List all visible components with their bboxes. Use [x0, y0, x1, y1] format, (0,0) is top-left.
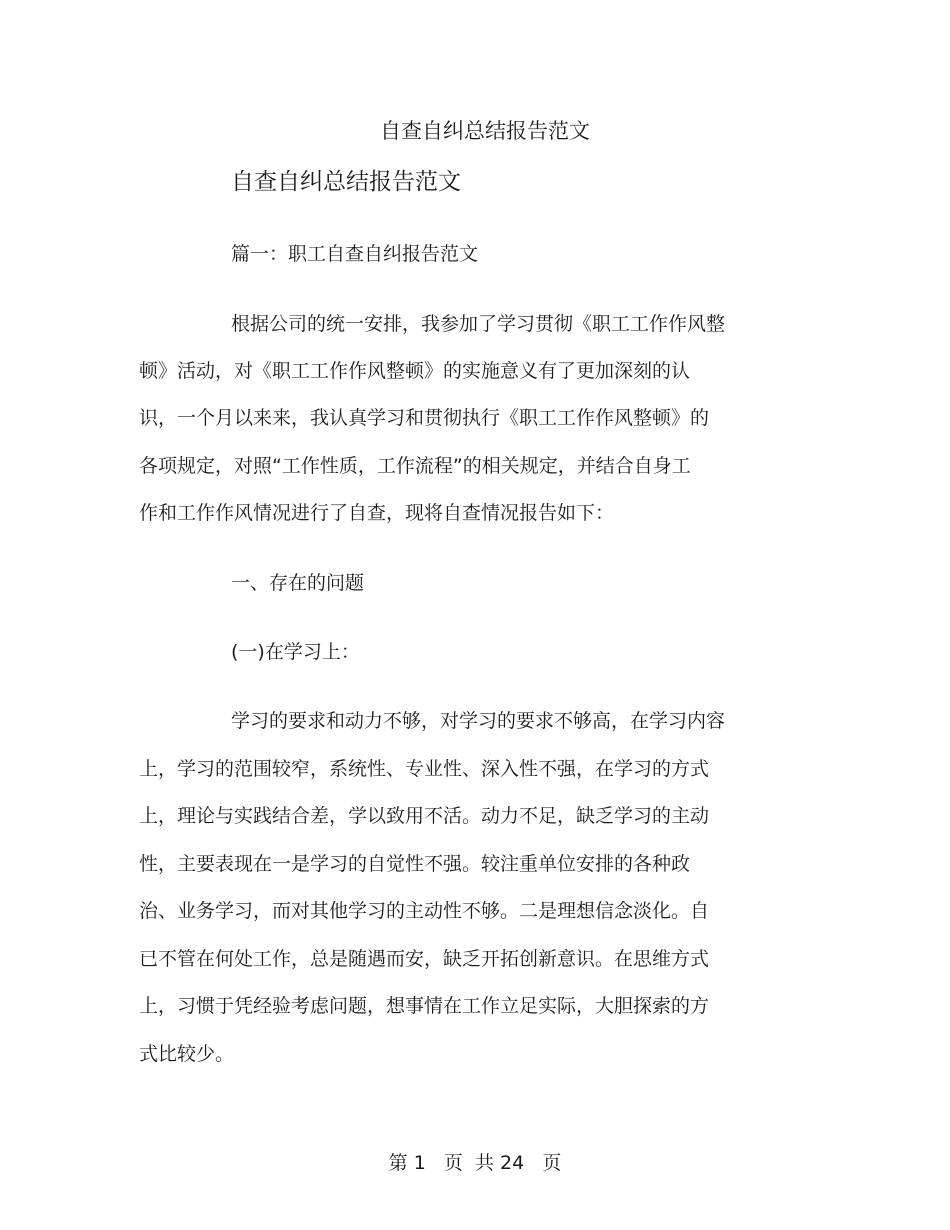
page-footer — [0, 1149, 950, 1177]
paragraph-line: 上，学习的范围较窄，系统性、专业性、深入性不强，在学习的方式 — [139, 758, 710, 780]
subsection-heading-study: (一)在学习上： — [231, 641, 360, 663]
paragraph-line: 上，习惯于凭经验考虑问题，想事情在工作立足实际，大胆探索的方 — [139, 995, 710, 1017]
current-page-number: 1 — [413, 1152, 426, 1174]
document-subtitle: 自查自纠总结报告范文 — [231, 169, 461, 195]
section-heading-problems: 一、存在的问题 — [231, 572, 365, 594]
paragraph-line: 性，主要表现在一是学习的自觉性不强。较注重单位安排的各种政 — [139, 853, 691, 875]
paragraph-line: 顿》活动，对《职工工作作风整顿》的实施意义有了更加深刻的认 — [139, 360, 691, 382]
paragraph-line: 上，理论与实践结合差，学以致用不活。动力不足，缺乏学习的主动 — [139, 805, 710, 827]
page-label-prefix: 第 — [388, 1152, 408, 1174]
paragraph-line: 各项规定，对照“工作性质，工作流程”的相关规定，并结合自身工 — [139, 455, 691, 477]
document-title: 自查自纠总结报告范文 — [380, 119, 590, 143]
total-pages-number: 24 — [500, 1152, 525, 1174]
paragraph-line: 学习的要求和动力不够，对学习的要求不够高，在学习内容 — [231, 710, 726, 732]
paragraph-line: 作和工作作风情况进行了自查，现将自查情况报告如下： — [139, 502, 615, 524]
paragraph-line: 已不管在何处工作，总是随遇而安，缺乏开拓创新意识。在思维方式 — [139, 948, 710, 970]
chapter-heading: 篇一：职工自查自纠报告范文 — [231, 243, 479, 265]
page-label-mid: 页 共 — [443, 1152, 494, 1174]
paragraph-line: 治、业务学习，而对其他学习的主动性不够。二是理想信念淡化。自 — [139, 900, 710, 922]
paragraph-line: 根据公司的统一安排，我参加了学习贯彻《职工工作作风整 — [231, 313, 726, 335]
paragraph-line: 式比较少。 — [139, 1043, 235, 1065]
paragraph-line: 识，一个月以来来，我认真学习和贯彻执行《职工工作作风整顿》的 — [139, 407, 710, 429]
page-label-suffix: 页 — [542, 1152, 562, 1174]
